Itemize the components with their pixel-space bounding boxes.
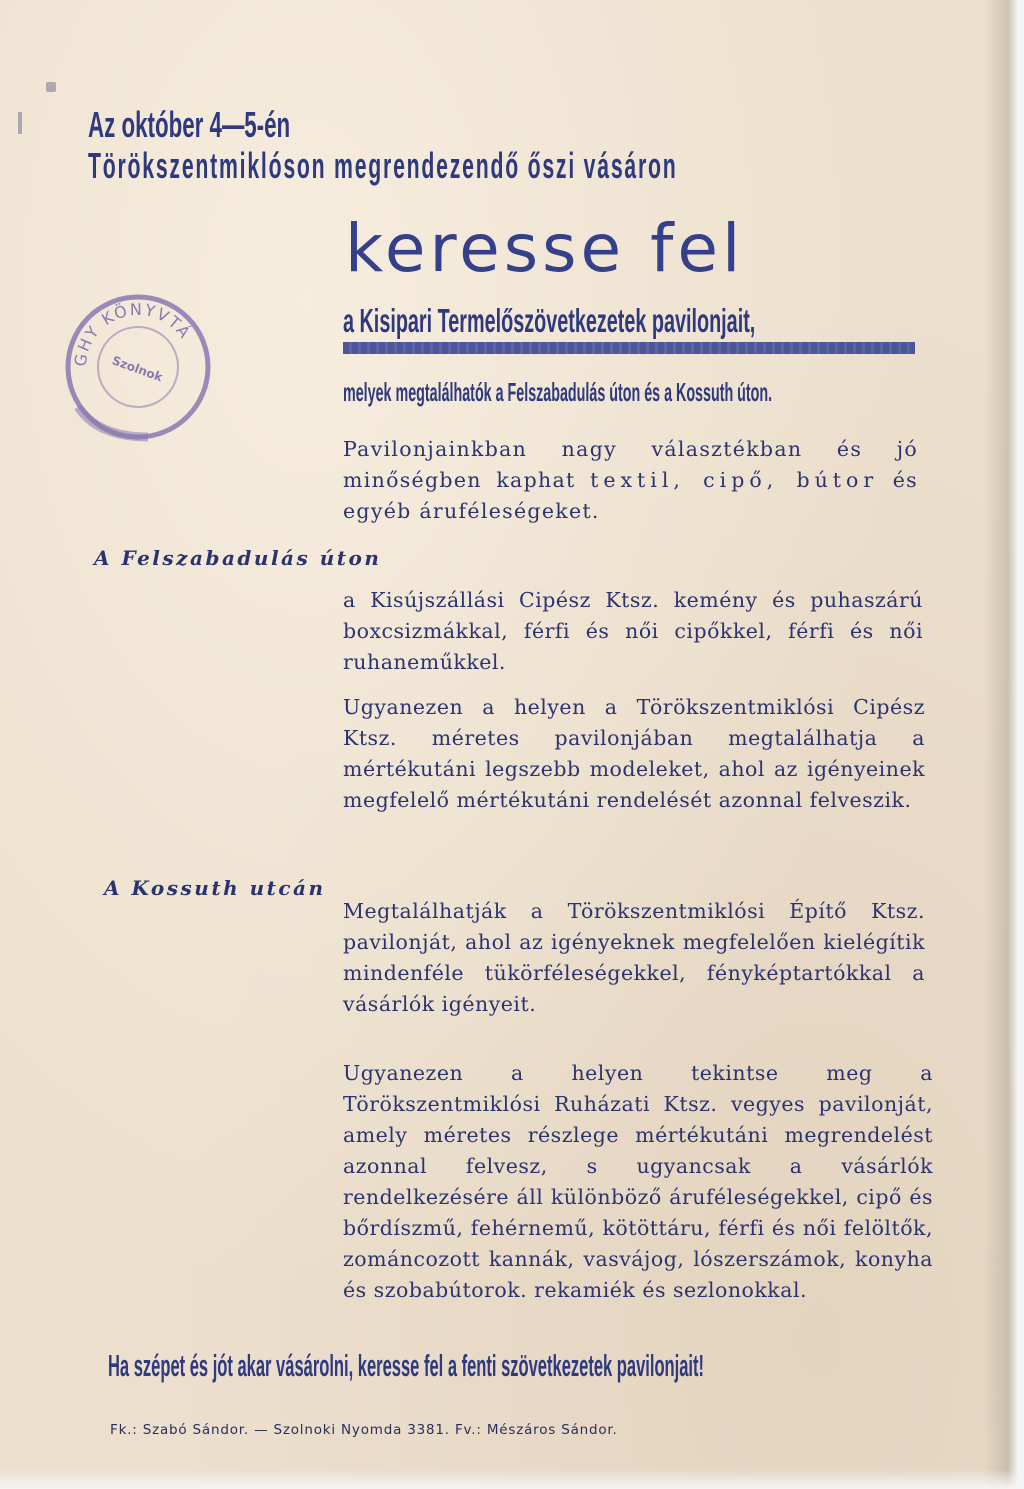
header-event: Törökszentmiklóson megrendezendő őszi vásáron — [88, 145, 678, 186]
felszabadulas-paragraph-1: a Kisújszállási Cipész Ktsz. kemény és puhaszárú boxcsizmákkal, férfi és női cipőkkel, férfi és női ruhaneműkkel. — [343, 588, 923, 674]
intro-end: és egyéb áruféleségeket. — [343, 468, 918, 523]
page-bottom-edge — [0, 1469, 1024, 1489]
library-stamp — [58, 287, 218, 447]
stamp-arc-text: GHY KÖNYVTÁ — [70, 299, 196, 368]
printer-footer: Fk.: Szabó Sándor. — Szolnoki Nyomda 3381. Fv.: Mészáros Sándor. — [110, 1422, 618, 1438]
page-edge-shadow — [984, 0, 1024, 1489]
headline: keresse fel — [345, 210, 745, 287]
kossuth-paragraph-2: Ugyanezen a helyen tekintse meg a Törökszentmiklósi Ruházati Ktsz. vegyes pavilonját, amely méretes részlege mértékutáni megrendelést azonnal felvesz, s ugyancsak a vásárlók rendelkezésére áll különböző áruféleségekkel, cipő és bőrdíszmű, fehérnemű, kötöttáru, férfi és női felöltők, zománcozott kannák, vasvájog, lószerszámok, konyha és szobabútorok. rekamiék és sezlonokkal. — [343, 1061, 933, 1302]
stamp-center-text: Szolnok — [110, 353, 165, 385]
heavy-rule — [343, 342, 915, 354]
closing-slogan: Ha szépet és jót akar vásárolni, keresse fel a fenti szövetkezetek pavilonjait! — [108, 1348, 705, 1383]
section-heading-felszabadulas: A Felszabadulás úton — [94, 546, 382, 570]
intro-paragraph — [343, 434, 918, 527]
margin-mark — [46, 82, 56, 92]
subheadline: a Kisipari Termelőszövetkezetek pavilonjait, — [343, 302, 756, 339]
felszabadulas-paragraph-2: Ugyanezen a helyen a Törökszentmiklósi Cipész Ktsz. méretes pavilonjában megtalálhatja a mértékutáni legszebb modeleket, ahol az igényeinek megfelelő mértékutáni rendelését azonnal felveszik. — [343, 695, 925, 812]
margin-mark — [18, 112, 22, 134]
header-date: Az október 4—5-én — [88, 104, 291, 145]
intro-goods: textil, cipő, bútor — [590, 468, 879, 492]
location-line: melyek megtalálhatók a Felszabadulás úton és a Kossuth úton. — [343, 377, 773, 407]
section-heading-kossuth: A Kossuth utcán — [104, 876, 326, 900]
intro-text: Pavilonjainkban nagy választékban és jó minőségben kaphat — [343, 437, 918, 492]
kossuth-paragraph-1: Megtalálhatják a Törökszentmiklósi Építő Ktsz. pavilonját, ahol az igényeknek megfelelően kielégítik mindenféle tükörféleségekkel, fényképtartókkal a vásárlók igényeit. — [343, 899, 925, 1016]
